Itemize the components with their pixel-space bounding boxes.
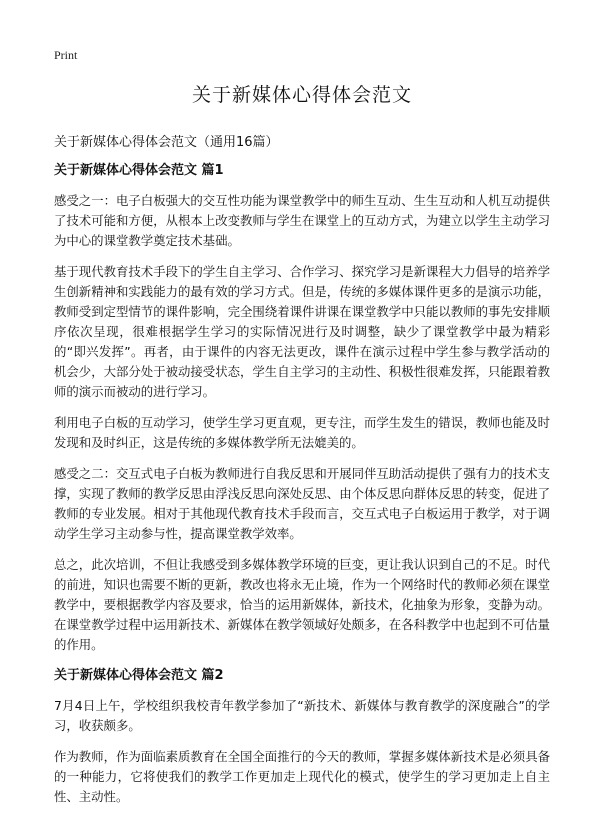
- section-heading: 关于新媒体心得体会范文 篇1: [54, 163, 224, 178]
- section-heading: 关于新媒体心得体会范文 篇2: [54, 668, 224, 683]
- paragraph: 作为教师，作为面临素质教育在全国全面推行的今天的教师，掌握多媒体新技术是必须具备的一种能力，它将使我们的教学工作更加走上现代化的模式，使学生的学习更加走上自主性、主动性。: [54, 749, 550, 804]
- print-link[interactable]: Print: [54, 48, 78, 62]
- paragraph: 总之，此次培训，不但让我感受到多媒体教学环境的巨变，更让我认识到自己的不足。时代的前进，知识也需要不断的更新，教改也将永无止境，作为一个网络时代的教师必须在课堂教学中，要根据教学内容及要求，恰当的运用新媒体，新技术，化抽象为形象，变静为动。在课堂教学过程中运用新技术、新媒体在教学领域好处颇多，在各科教学中也起到不可估量的作用。: [54, 557, 550, 652]
- paragraph: 7月4日上午，学校组织我校青年教学参加了“新技术、新媒体与教育教学的深度融合”的学习，收获颇多。: [54, 698, 550, 733]
- paragraph: 感受之二：交互式电子白板为教师进行自我反思和开展同伴互助活动提供了强有力的技术支撑，实现了教师的教学反思由浮浅反思向深处反思、由个体反思向群体反思的转变，促进了教师的专业发展。相对于其他现代教育技术手段而言，交互式电子白板运用于教学，对于调动学生学习主动参与性，提高课堂教学效率。: [54, 466, 550, 541]
- document-subtitle: 关于新媒体心得体会范文（通用16篇）: [54, 135, 279, 150]
- paragraph: 利用电子白板的互动学习，使学生学习更直观，更专注，而学生发生的错误，教师也能及时发现和及时纠正，这是传统的多媒体教学所无法媲美的。: [54, 415, 550, 450]
- paragraph: 感受之一：电子白板强大的交互性功能为课堂教学中的师生互动、生生互动和人机互动提供了技术可能和方便，从根本上改变教师与学生在课堂上的互动方式，为建立以学生主动学习为中心的课堂教学奠定技术基础。: [54, 193, 550, 248]
- page-title: 关于新媒体心得体会范文: [191, 84, 412, 106]
- document-page: [54, 44, 550, 818]
- section-1: [54, 161, 550, 655]
- section-2: [54, 666, 550, 807]
- paragraph: 基于现代教育技术手段下的学生自主学习、合作学习、探究学习是新课程大力倡导的培养学生创新精神和实践能力的最有效的学习方式。但是，传统的多媒体课件更多的是演示功能，教师受到定型情节的课件影响，完全围绕着课件讲课在课堂教学中只能以教师的事先安排顺序依次呈现，很难根据学生学习的实际情况进行及时调整，缺少了课堂教学中最为精彩的“即兴发挥”。再者，由于课件的内容无法更改，课件在演示过程中学生参与教学活动的机会少，大部分处于被动接受状态，学生自主学习的主动性、积极性很难发挥，只能跟着教师的演示而被动的进行学习。: [54, 264, 550, 399]
